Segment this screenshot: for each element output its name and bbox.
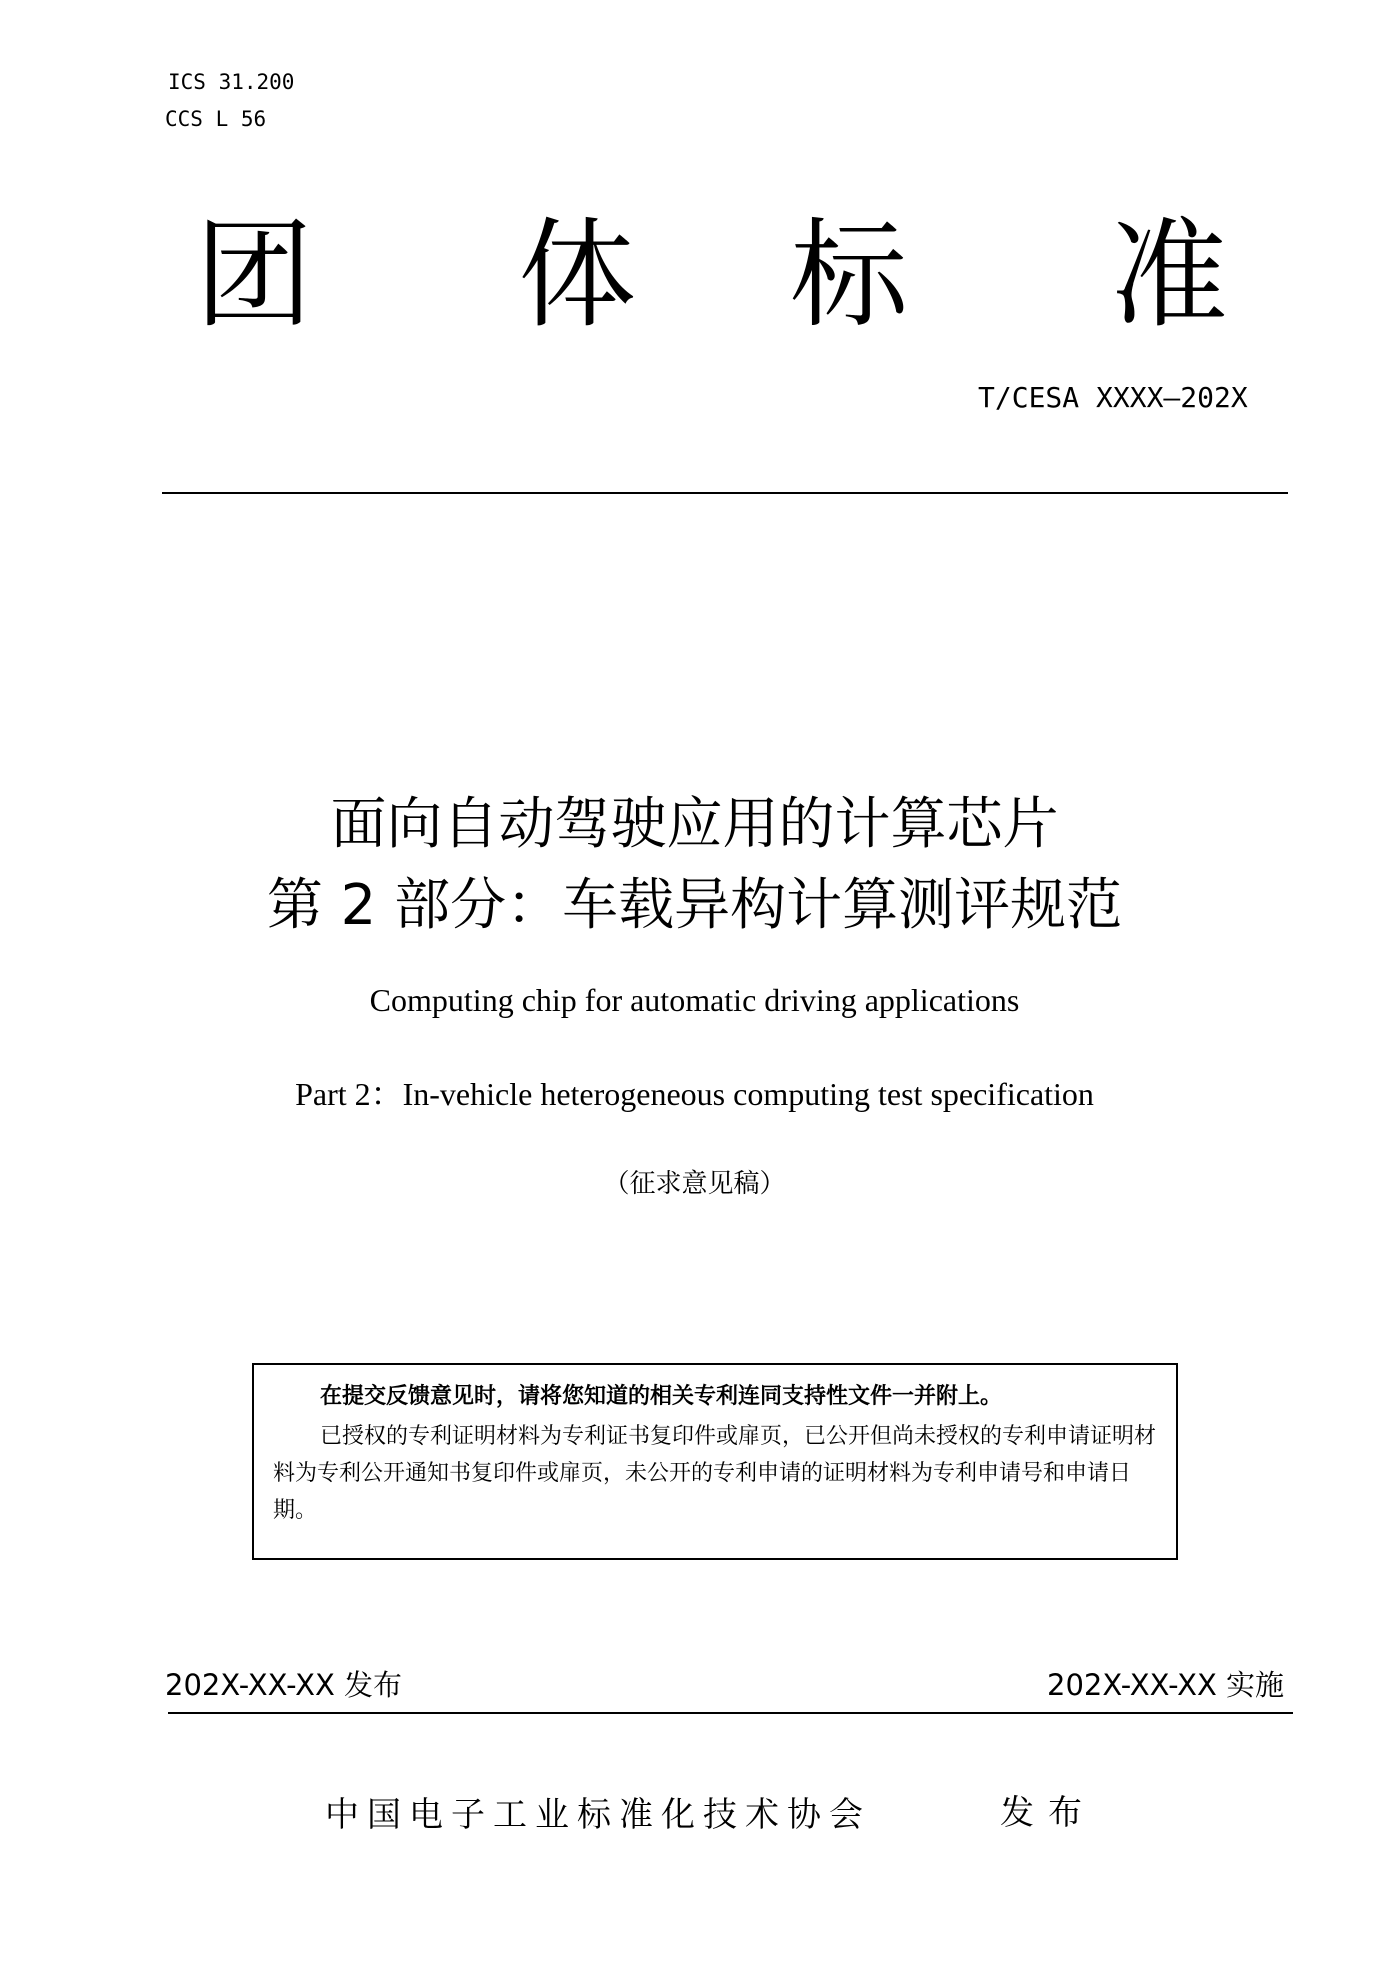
draft-status-note: （征求意见稿） — [603, 1169, 786, 1198]
standard-number: T/CESA XXXX—202X — [978, 381, 1248, 414]
implementation-date: 202X-XX-XX 实施 — [1047, 1668, 1285, 1702]
en-title-line-2: Part 2：In-vehicle heterogeneous computing test specification — [295, 1076, 1094, 1112]
en-title-line-1: Computing chip for automatic driving applications — [369, 982, 1020, 1018]
document-type-heading — [195, 206, 1229, 344]
ccs-code: CCS L 56 — [165, 107, 267, 131]
patent-notice-lead: 在提交反馈意见时，请将您知道的相关专利连同支持性文件一并附上。 — [320, 1384, 1003, 1409]
patent-notice-box — [252, 1363, 1178, 1560]
publish-label: 发布 — [1000, 1793, 1096, 1833]
ics-code: ICS 31.200 — [168, 70, 295, 94]
patent-notice-body: 已授权的专利证明材料为专利证书复印件或扉页，已公开但尚未授权的专利申请证明材料为专利公开通知书复印件或扉页，未公开的专利申请的证明材料为专利申请号和申请日期。 — [273, 1423, 1157, 1522]
heading-char-4: 准 — [1110, 206, 1229, 344]
publisher-name: 中国电子工业标准化技术协会 — [325, 1795, 871, 1835]
heading-char-3: 标 — [790, 206, 909, 344]
cn-title-line-2: 第 2 部分：车载异构计算测评规范 — [266, 873, 1123, 938]
heading-char-1: 团 — [195, 206, 314, 344]
top-divider — [162, 492, 1288, 494]
bottom-divider — [168, 1712, 1293, 1714]
cn-title-line-1: 面向自动驾驶应用的计算芯片 — [330, 792, 1059, 857]
issue-date: 202X-XX-XX 发布 — [165, 1668, 403, 1702]
heading-char-2: 体 — [518, 206, 637, 344]
